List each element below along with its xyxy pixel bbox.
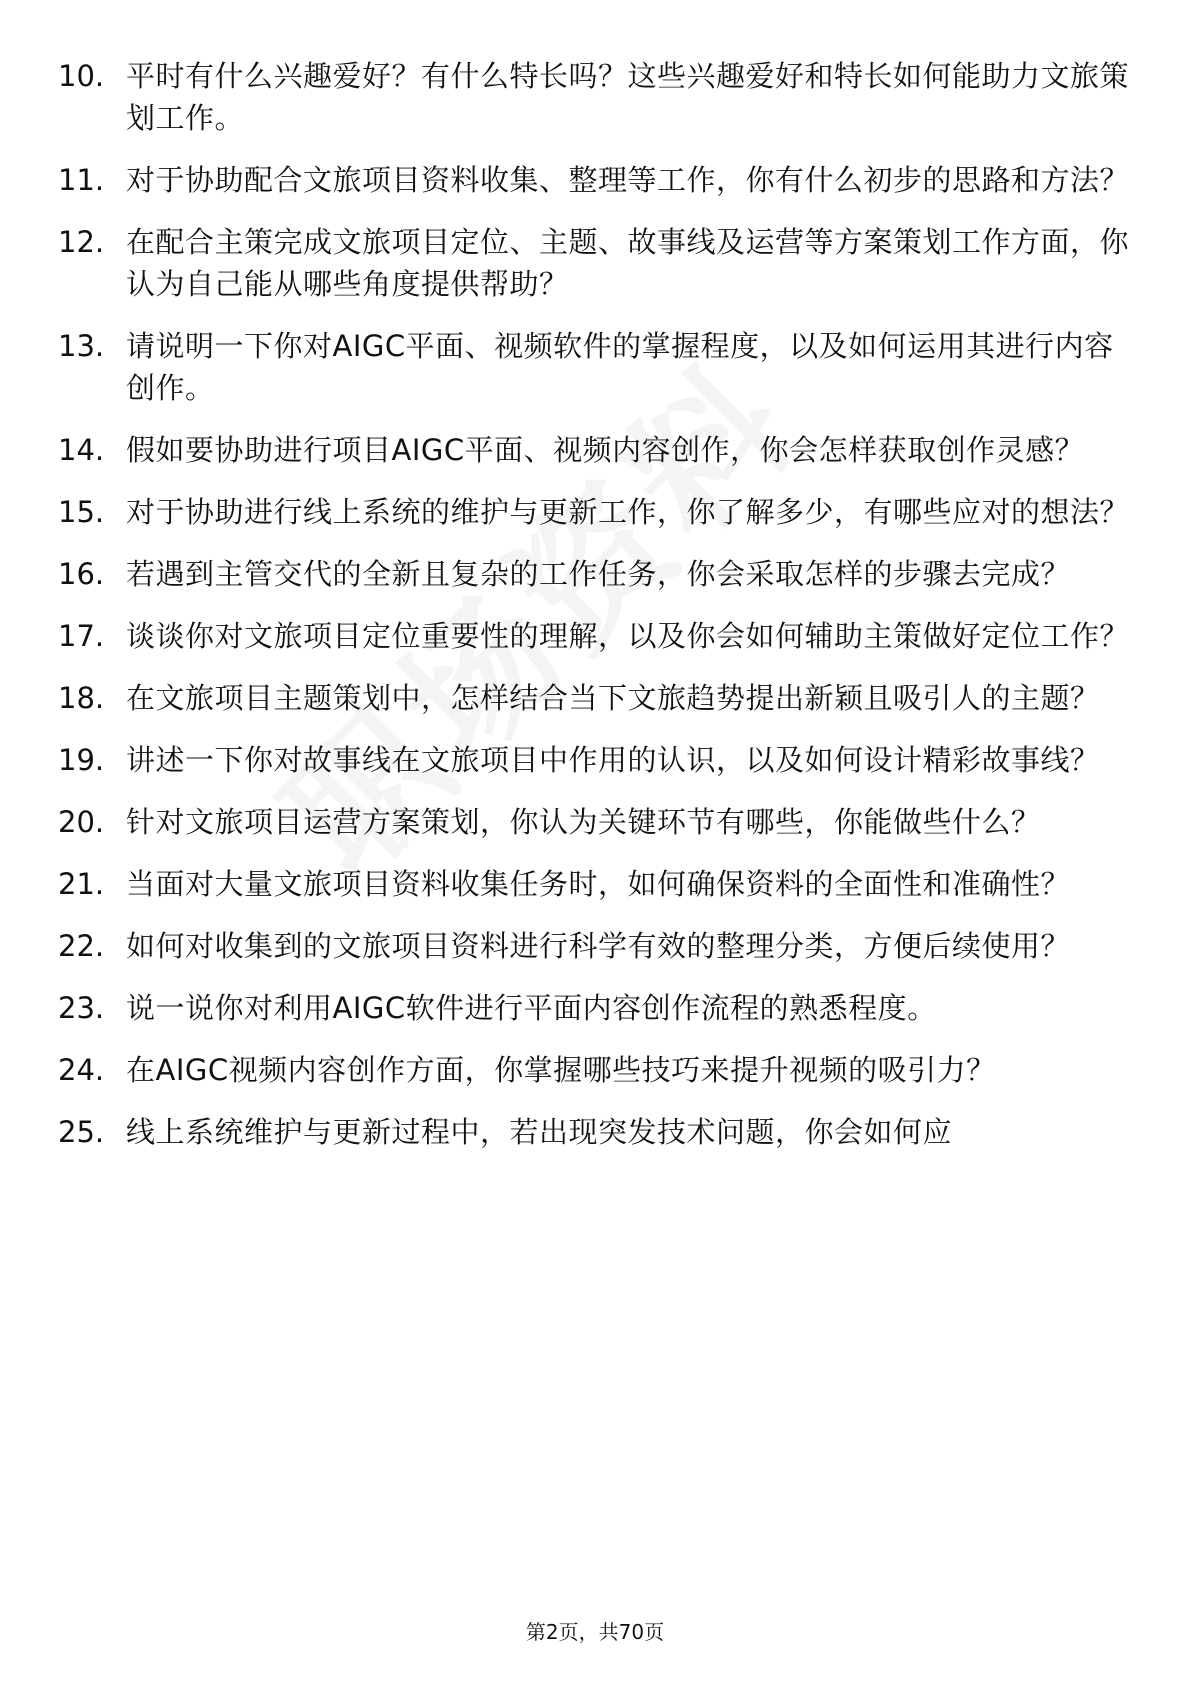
question-item (58, 221, 1138, 305)
question-item (58, 1049, 1138, 1091)
question-number: 25. (58, 1115, 105, 1149)
question-item (58, 987, 1138, 1029)
question-number: 22. (58, 929, 105, 963)
page-footer: 第2页，共70页 (525, 1620, 665, 1644)
question-text: 若遇到主管交代的全新且复杂的工作任务，你会采取怎样的步骤去完成？ (126, 557, 1071, 591)
question-number: 11. (58, 163, 105, 197)
question-item (58, 925, 1138, 967)
question-text: 在AIGC视频内容创作方面，你掌握哪些技巧来提升视频的吸引力？ (126, 1053, 996, 1087)
question-text: 谈谈你对文旅项目定位重要性的理解，以及你会如何辅助主策做好定位工作？ (126, 619, 1130, 653)
question-number: 21. (58, 867, 105, 901)
question-item (58, 429, 1138, 471)
question-number: 23. (58, 991, 105, 1025)
question-item (58, 739, 1138, 781)
question-number: 13. (58, 329, 105, 363)
question-text: 讲述一下你对故事线在文旅项目中作用的认识，以及如何设计精彩故事线？ (126, 743, 1100, 777)
question-number: 12. (58, 225, 105, 259)
question-item (58, 55, 1138, 139)
question-number: 18. (58, 681, 105, 715)
question-text: 假如要协助进行项目AIGC平面、视频内容创作，你会怎样获取创作灵感？ (126, 433, 1085, 467)
question-text: 在文旅项目主题策划中，怎样结合当下文旅趋势提出新颖且吸引人的主题？ (126, 681, 1100, 715)
question-number: 10. (58, 59, 105, 93)
question-number: 19. (58, 743, 105, 777)
question-list (58, 55, 1138, 1173)
question-number: 20. (58, 805, 105, 839)
question-item (58, 159, 1138, 201)
question-item (58, 677, 1138, 719)
question-text: 如何对收集到的文旅项目资料进行科学有效的整理分类，方便后续使用？ (126, 929, 1071, 963)
question-item (58, 1111, 1138, 1153)
question-item (58, 863, 1138, 905)
question-text: 线上系统维护与更新过程中，若出现突发技术问题，你会如何应 (126, 1115, 953, 1149)
question-text: 针对文旅项目运营方案策划，你认为关键环节有哪些，你能做些什么？ (126, 805, 1041, 839)
question-item (58, 491, 1138, 533)
question-text: 对于协助配合文旅项目资料收集、整理等工作，你有什么初步的思路和方法？ (126, 163, 1130, 197)
question-item (58, 801, 1138, 843)
question-number: 24. (58, 1053, 105, 1087)
question-number: 15. (58, 495, 105, 529)
question-number: 14. (58, 433, 105, 467)
question-item (58, 325, 1138, 409)
question-text: 说一说你对利用AIGC软件进行平面内容创作流程的熟悉程度。 (126, 991, 937, 1025)
question-text: 当面对大量文旅项目资料收集任务时，如何确保资料的全面性和准确性？ (126, 867, 1071, 901)
question-item (58, 553, 1138, 595)
question-text: 平时有什么兴趣爱好？有什么特长吗？这些兴趣爱好和特长如何能助力文旅策划工作。 (126, 59, 1130, 135)
question-item (58, 615, 1138, 657)
question-number: 16. (58, 557, 105, 591)
question-number: 17. (58, 619, 105, 653)
question-text: 对于协助进行线上系统的维护与更新工作，你了解多少，有哪些应对的想法？ (126, 495, 1130, 529)
question-text: 在配合主策完成文旅项目定位、主题、故事线及运营等方案策划工作方面，你认为自己能从哪些角度提供帮助？ (126, 225, 1130, 301)
question-text: 请说明一下你对AIGC平面、视频软件的掌握程度，以及如何运用其进行内容创作。 (126, 329, 1114, 405)
